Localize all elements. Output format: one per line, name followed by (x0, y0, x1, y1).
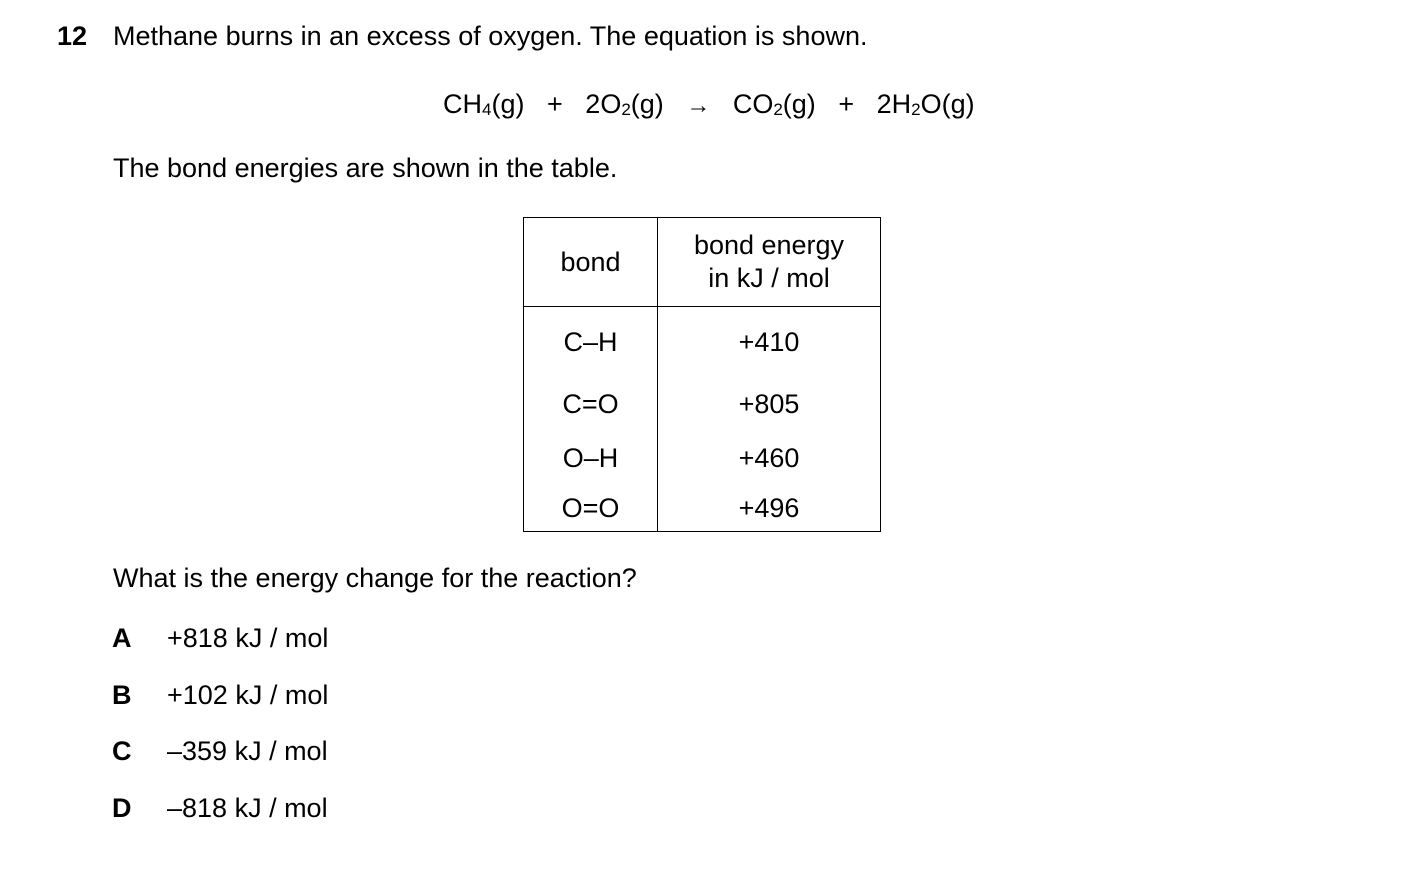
table-row (524, 377, 881, 431)
energy-cell: +410 (658, 307, 881, 378)
product-carbon-dioxide: $CO_2(g)$ (732, 89, 816, 119)
option-letter: A (112, 623, 132, 653)
table-header-row (524, 218, 881, 307)
bond-cell: C=O (524, 377, 658, 431)
product-water: $2H_2O(g)$ (876, 89, 975, 119)
energy-cell: +460 (658, 431, 881, 485)
question-number: 12 (57, 21, 88, 51)
option-d[interactable] (112, 791, 328, 848)
chemical-equation (443, 87, 975, 123)
option-text: –359 kJ / mol (167, 736, 328, 766)
reactant-methane: $CH_4(g)$ (443, 89, 525, 119)
table-row (524, 431, 881, 485)
question-prompt: What is the energy change for the reaction? (113, 563, 637, 593)
reaction-arrow-icon: → (686, 92, 711, 119)
bond-cell: O–H (524, 431, 658, 485)
bond-cell: C–H (524, 307, 658, 378)
table-intro: The bond energies are shown in the table. (113, 153, 618, 183)
energy-cell: +496 (658, 485, 881, 532)
answer-options (112, 621, 328, 847)
table-row (524, 307, 881, 378)
option-text: +102 kJ / mol (167, 679, 329, 710)
option-text: +818 kJ / mol (167, 623, 329, 653)
option-letter: B (112, 679, 132, 710)
option-a[interactable] (112, 621, 328, 678)
option-c[interactable] (112, 734, 328, 791)
table-row (524, 485, 881, 532)
plus-sign: + (838, 89, 855, 119)
header-bond: bond (524, 218, 658, 307)
option-letter: D (112, 792, 132, 823)
reactant-oxygen: $2O_2(g)$ (585, 89, 664, 119)
bond-cell: O=O (524, 485, 658, 532)
bond-energy-table (523, 217, 881, 532)
energy-cell: +805 (658, 377, 881, 431)
question-stem: Methane burns in an excess of oxygen. The equation is shown. (113, 21, 868, 51)
option-text: –818 kJ / mol (167, 792, 328, 823)
option-letter: C (112, 736, 132, 766)
option-b[interactable] (112, 678, 328, 735)
plus-sign: + (546, 89, 563, 119)
header-bond-energy: bond energy in kJ / mol (658, 218, 881, 307)
